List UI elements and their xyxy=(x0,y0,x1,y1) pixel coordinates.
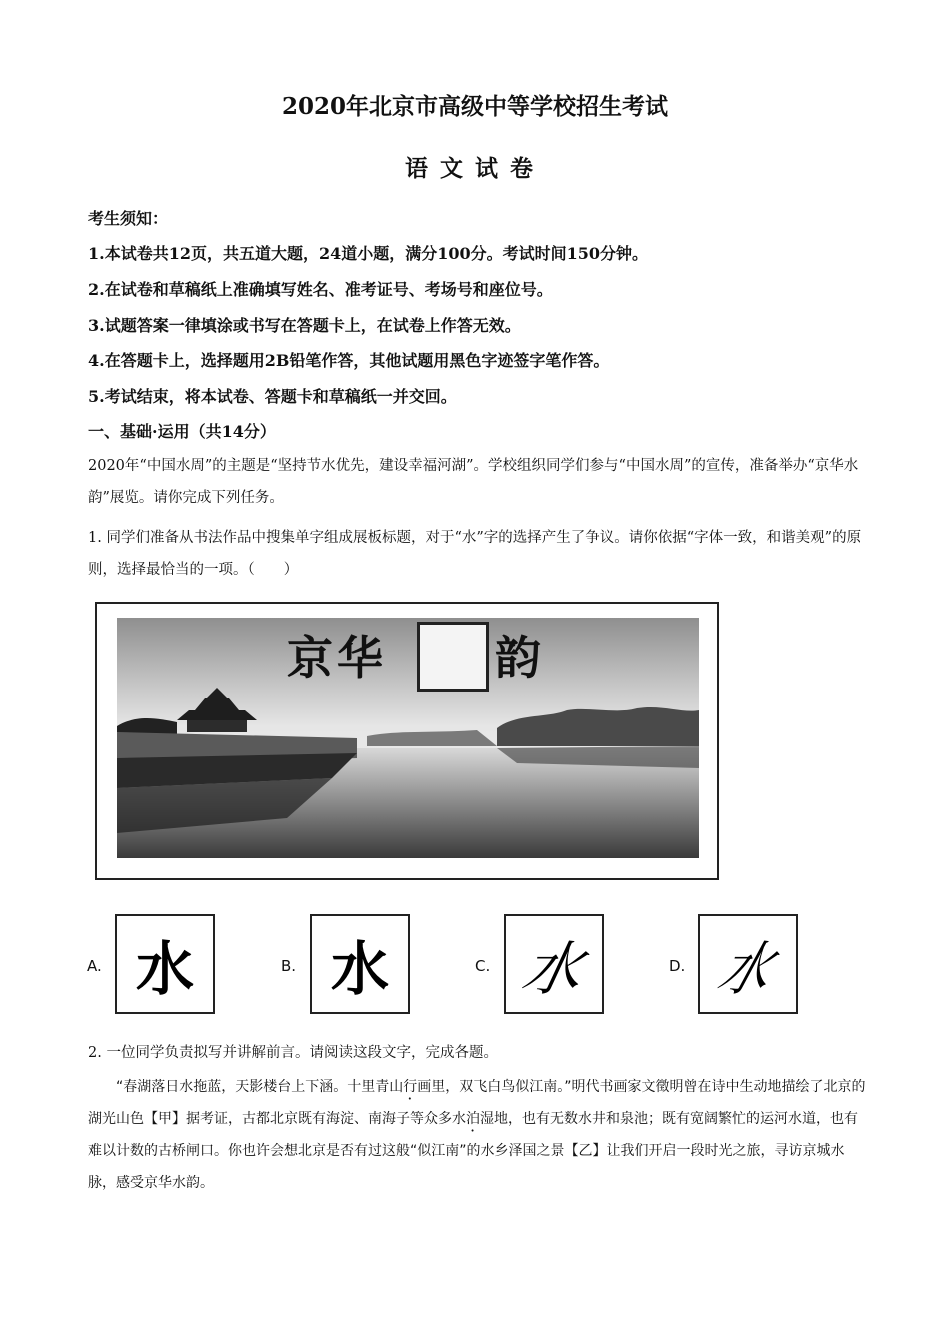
banner-blank-box xyxy=(417,622,489,692)
notice-item: 4.在答题卡上，选择题用2B铅笔作答，其他试题用黑色字迹签字笔作答。 xyxy=(88,351,610,370)
section-intro: 2020年“中国水周”的主题是“坚持节水优先，建设幸福河湖”。学校组织同学们参与“中国水周”的宣传，准备举办“京华水韵”展览。请你完成下列任务。 xyxy=(88,458,859,506)
question-1-text: 1. 同学们准备从书法作品中搜集单字组成展板标题，对于“水”字的选择产生了争议。请你依据“字体一致，和谐美观”的原则，选择最恰当的一项。（ ） xyxy=(88,530,862,578)
option-c-char: 水 xyxy=(516,935,590,1003)
notice-item: 2.在试卷和草稿纸上准确填写姓名、准考证号、考场号和座位号。 xyxy=(88,280,553,299)
passage-part: 画里，双飞白鸟似江南。”明代书画家文徵明曾在诗中生动地描绘了北京的湖光山色【甲】据考证，古都北京既有海淀、南海子等众多水 xyxy=(88,1079,866,1127)
passage-dotted-char: 泊 xyxy=(466,1111,480,1127)
paper-subtitle: 语文试卷 xyxy=(405,155,545,182)
exhibition-board-image xyxy=(95,602,719,880)
notice-heading: 考生须知： xyxy=(88,209,169,228)
passage-dotted-char: 行 xyxy=(403,1079,418,1095)
notice-item: 1.本试卷共12页，共五道大题，24道小题，满分100分。考试时间150分钟。 xyxy=(88,244,649,263)
passage-part: 湿地，也有无数水井和泉池；既有宽阔繁忙的运河水道，也有难以计数的古桥闸口。你也许会想北京是否有过这般“似江南”的水乡泽国之景【乙】让我们开启一段时光之旅，寻访京城水脉，感受京华水韵。 xyxy=(88,1111,858,1191)
option-d-calligraphy xyxy=(698,914,798,1014)
option-d-label: D. xyxy=(669,957,686,975)
section-heading: 一、基础·运用（共14分） xyxy=(88,422,276,441)
banner-text-left: 京华 xyxy=(287,631,387,685)
option-b-label: B. xyxy=(281,957,297,975)
option-a-char: 水 xyxy=(135,935,194,1003)
lake-pavilion-photo xyxy=(117,618,699,858)
landscape-illustration xyxy=(117,618,699,858)
option-c-calligraphy xyxy=(504,914,604,1014)
option-d-char: 水 xyxy=(710,935,783,1003)
exam-title: 2020年北京市高级中等学校招生考试 xyxy=(281,93,668,120)
option-b-char: 水 xyxy=(330,935,389,1003)
notice-item: 3.试题答案一律填涂或书写在答题卡上，在试卷上作答无效。 xyxy=(88,316,521,335)
option-a-label: A. xyxy=(87,957,102,975)
notice-item: 5.考试结束，将本试卷、答题卡和草稿纸一并交回。 xyxy=(88,387,457,406)
question-2-text: 2. 一位同学负责拟写并讲解前言。请阅读这段文字，完成各题。 xyxy=(88,1045,498,1061)
option-c-label: C. xyxy=(475,957,491,975)
option-b-calligraphy xyxy=(310,914,410,1014)
question-2-passage xyxy=(88,1071,868,1199)
option-a-calligraphy xyxy=(115,914,215,1014)
passage-part: “春湖落日水拖蓝，天影楼台上下涵。十里青山 xyxy=(116,1079,404,1095)
banner-text-right: 韵 xyxy=(495,631,541,685)
